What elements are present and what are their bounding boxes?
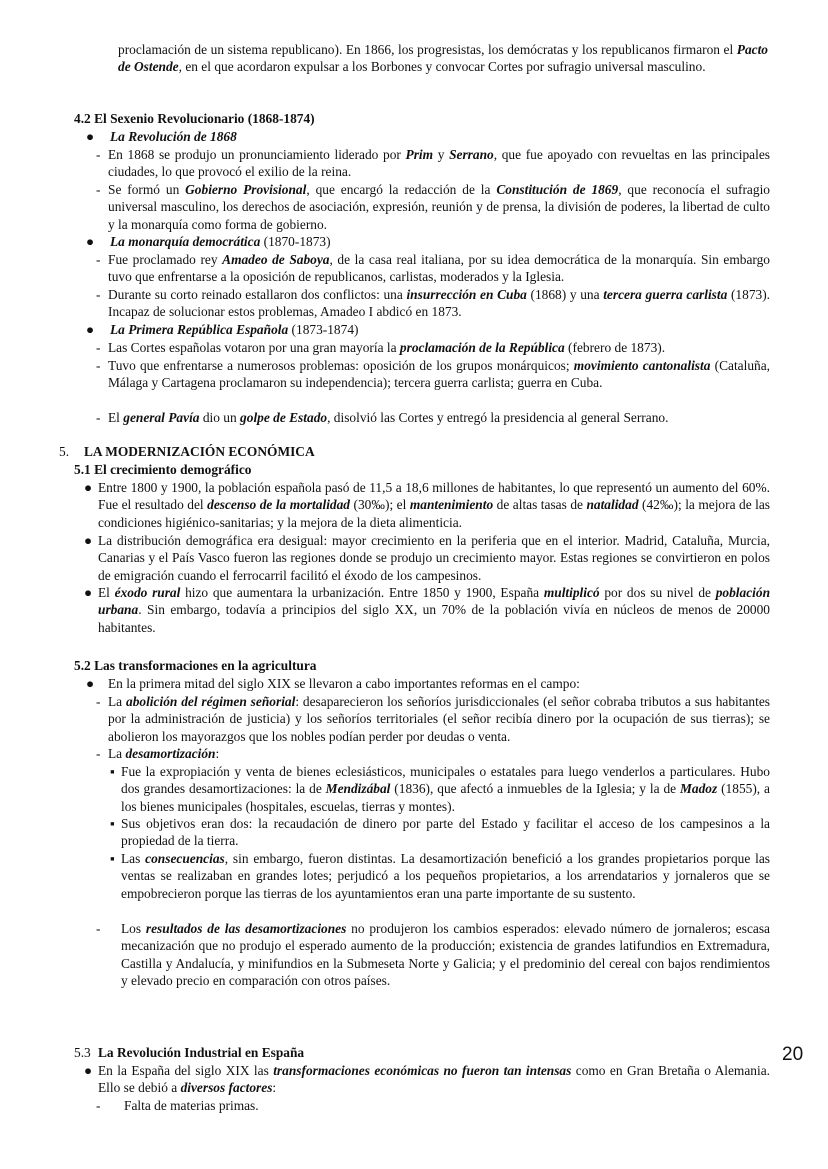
emph-desamortizacion: desamortización	[125, 746, 216, 761]
text-run: En 1868 se produjo un pronunciamiento liderado por	[108, 147, 406, 162]
text-run: (Cataluña, Málaga y Cartagena proclamaron su independencia); tercera guerra carlista; guerra en Cuba.	[108, 358, 771, 391]
dash-marker: -	[96, 410, 101, 425]
text-run: El	[98, 585, 115, 600]
emph-consecuencias: consecuencias	[145, 851, 225, 866]
square-item-expropiacion	[121, 763, 770, 815]
dash-item-materias-primas	[124, 1097, 770, 1114]
emph-madoz: Madoz	[679, 781, 718, 797]
dash-item-problemas	[108, 357, 770, 392]
bullet-primera-republica	[110, 321, 770, 338]
text-run: Fue la expropiación y venta de bienes eclesiásticos, municipales o estatales para luego venderlos a particulares. Hubo dos grandes desamortizaciones: la de	[121, 764, 770, 797]
dash-marker: -	[96, 1098, 101, 1113]
dash-item-prim-serrano	[108, 146, 770, 181]
emph-resultados: resultados de las desamortizaciones	[145, 921, 347, 936]
text-run: : desaparecieron los señoríos jurisdiccionales (el señor cobraba tributos a sus habitantes por la administración de justicia) y los señoríos territoriales (el señor recibía dinero por la ocupación de sus tierras); se abolieron los mayorazgos que los nobles podían perder por deudas o venta.	[108, 694, 770, 744]
dash-item-gobierno-provisional	[108, 181, 770, 233]
square-item-consecuencias	[121, 850, 770, 902]
emph-mendizabal: Mendizábal	[325, 781, 391, 797]
dash-item-proclamacion	[108, 339, 770, 356]
text-run: (1836), que afectó a inmuebles de la Iglesia; y la de	[390, 781, 680, 797]
text-run: Las	[121, 851, 146, 866]
text-run: :	[215, 746, 220, 761]
heading-4-2: 4.2 El Sexenio Revolucionario (1868-1874)	[74, 111, 315, 126]
emph-transformaciones: transformaciones económicas no fueron tan intensas	[273, 1063, 572, 1078]
emph-amadeo: Amadeo de Saboya	[222, 252, 330, 267]
bullet-marker: ●	[86, 676, 95, 691]
emph-mantenimiento: mantenimiento	[409, 497, 494, 513]
text-run: Durante su corto reinado estallaron dos conflictos: una	[108, 287, 407, 302]
text-run: , sin embargo, fueron distintas. La desamortización benefició a los grandes propietarios porque las ventas se realizaban en grandes lotes; perjudicó a los pequeños propietarios, a los arrendatarios y jornaleros que se empobrecieron porque las tierras de los ayuntamientos eran una parte importante de su sustento.	[121, 851, 770, 901]
text-run: (1873). Incapaz de solucionar estos problemas, Amadeo I abdicó en 1873.	[108, 287, 771, 320]
emph-cantonalista: movimiento cantonalista	[573, 358, 711, 373]
intro-bold-pacto: Pacto de Ostende	[118, 42, 768, 75]
emph-serrano: Serrano	[449, 147, 494, 162]
dash-marker: -	[96, 921, 101, 936]
dash-marker: -	[96, 340, 101, 355]
text-run: , de la casa real italiana, por su idea democrática de la monarquía. Sin embargo tuvo que enfrentarse a la oposición de republicanos, carlistas, moderados y la Iglesia.	[108, 252, 771, 285]
bullet-title: La monarquía democrática	[110, 234, 261, 249]
bullet-marker: ●	[84, 533, 93, 548]
dash-marker: -	[96, 287, 101, 302]
square-marker: ▪	[110, 816, 115, 831]
text-run: El	[108, 410, 124, 425]
text-run: hizo que aumentara la urbanización. Entre 1850 y 1900, España	[180, 585, 544, 600]
emph-proclamacion: proclamación de la República	[399, 340, 565, 355]
square-marker: ▪	[110, 851, 115, 866]
emph-multiplico: multiplicó	[543, 585, 600, 600]
square-item-objetivos	[121, 815, 770, 850]
bullet-monarquia-democratica	[110, 233, 770, 250]
dash-marker: -	[96, 746, 101, 761]
text-run: (1855), a los bienes municipales (hospitales, escuelas, tierras y montes).	[121, 781, 770, 814]
bullet-marker: ●	[84, 480, 93, 495]
intro-text-1: proclamación de un sistema republicano). En 1866, los progresistas, los demócratas y los republicanos firmaron el	[118, 42, 737, 57]
emph-poblacion-urbana: población urbana	[98, 585, 771, 618]
text-run: no produjeron los cambios esperados: elevado número de jornaleros; escasa mecanización que no produjo el esperado aumento de la producción; existencia de grandes latifundios en Extremadura, Castilla y Andalucía, y minifundios en la Submeseta Norte y Galicia; y el predominio del cereal con bajos rendimientos y elevado precio en comparación con otros países.	[121, 921, 771, 989]
text-run: , que reconocía el sufragio universal masculino, los derechos de asociación, expresión, reunión y de prensa, la división de poderes, la libertad de culto y la monarquía como forma de gobierno.	[108, 182, 770, 232]
dash-marker: -	[96, 252, 101, 267]
text-run: (42‰); la mejora de las condiciones higiénico-sanitarias; y la mejora de la dieta alimenticia.	[98, 497, 770, 530]
text-run: :	[272, 1080, 277, 1096]
text-run: En la España del siglo XIX las	[98, 1063, 274, 1078]
dash-marker: -	[96, 358, 101, 373]
dash-item-desamortizacion	[108, 745, 770, 762]
bullet-reformas	[108, 675, 770, 692]
text-run: , que fue apoyado con revueltas en las principales ciudades, lo que provocó el exilio de la reina.	[108, 147, 770, 180]
emph-tercera-guerra: tercera guerra carlista	[603, 287, 728, 302]
dash-marker: -	[96, 694, 101, 709]
intro-paragraph	[118, 41, 768, 76]
bullet-marker: ●	[86, 129, 95, 144]
bullet-exodo-rural	[98, 584, 770, 636]
text-run: , que encargó la redacción de la	[306, 182, 497, 197]
emph-gobierno-provisional: Gobierno Provisional	[185, 182, 307, 197]
text-run: (1870-1873)	[260, 234, 331, 249]
text-run: por dos su nivel de	[599, 585, 716, 600]
emph-insurreccion-cuba: insurrección en Cuba	[406, 287, 527, 302]
dash-item-resultados	[121, 920, 770, 990]
heading-5: LA MODERNIZACIÓN ECONÓMICA	[84, 444, 315, 459]
dash-item-pavia	[108, 409, 770, 426]
text-run: Sus objetivos eran dos: la recaudación de dinero por parte del Estado y facilitar el acceso de los campesinos a la propiedad de la tierra.	[121, 816, 770, 849]
emph-abolicion: abolición del régimen señorial	[126, 694, 296, 709]
text-run: Se formó un	[108, 182, 186, 197]
dash-marker: -	[96, 147, 101, 162]
text-run: Falta de materias primas.	[124, 1098, 259, 1113]
square-marker: ▪	[110, 764, 115, 779]
text-run: dio un	[199, 410, 241, 425]
dash-item-conflictos	[108, 286, 770, 321]
text-run: (1868) y una	[526, 287, 604, 302]
bullet-title: La Revolución de 1868	[110, 129, 237, 144]
emph-exodo-rural: éxodo rural	[114, 585, 181, 600]
bullet-marker: ●	[84, 585, 93, 600]
text-run: (1873-1874)	[288, 322, 359, 337]
intro-text-2: , en el que acordaron expulsar a los Borbones y convocar Cortes por sufragio universal masculino.	[178, 59, 706, 75]
text-run: (febrero de 1873).	[564, 340, 666, 355]
dash-item-amadeo	[108, 251, 770, 286]
bullet-espana-siglo-xix	[98, 1062, 770, 1097]
heading-5-3-number: 5.3	[74, 1045, 91, 1060]
emph-constitucion-1869: Constitución de 1869	[496, 182, 619, 197]
text-run: En la primera mitad del siglo XIX se llevaron a cabo importantes reformas en el campo:	[108, 676, 580, 691]
text-run: La	[108, 746, 126, 761]
text-run: Las Cortes españolas votaron por una gran mayoría la	[108, 340, 400, 355]
bullet-marker: ●	[86, 234, 95, 249]
emph-natalidad: natalidad	[586, 497, 639, 513]
emph-golpe-estado: golpe de Estado	[240, 410, 328, 425]
heading-5-1: 5.1 El crecimiento demográfico	[74, 462, 252, 477]
bullet-title: La Primera República Española	[110, 322, 289, 337]
bullet-marker: ●	[86, 322, 95, 337]
text-run: y	[433, 147, 450, 162]
bullet-revolucion-1868	[110, 128, 770, 145]
text-run: Tuvo que enfrentarse a numerosos problemas: oposición de los grupos monárquicos;	[108, 358, 574, 373]
emph-prim: Prim	[405, 147, 434, 162]
text-run: La	[108, 694, 126, 709]
text-run: de altas tasas de	[493, 497, 587, 513]
heading-5-3: La Revolución Industrial en España	[98, 1045, 305, 1060]
heading-5-number: 5.	[59, 444, 70, 459]
dash-item-abolicion	[108, 693, 770, 745]
dash-marker: -	[96, 182, 101, 197]
bullet-marker: ●	[84, 1063, 93, 1078]
bullet-distribucion	[98, 532, 770, 584]
text-run: (30‰); el	[350, 497, 410, 513]
emph-general-pavia: general Pavía	[123, 410, 200, 425]
text-run: Fue proclamado rey	[108, 252, 223, 267]
page-number: 20	[782, 1044, 804, 1065]
text-run: como en Gran Bretaña o Alemania. Ello se debió a	[98, 1063, 770, 1096]
text-run: La distribución demográfica era desigual: mayor crecimiento en la periferia que en el interior. Madrid, Cataluña, Murcia, Canarias y el País Vasco fueron las regiones donde se produjo un crecimiento mayor. Estas regiones se convirtieron en polos de emigración cuando el ferrocarril facilitó el éxodo de los campesinos.	[98, 533, 770, 583]
text-run: , disolvió las Cortes y entregó la presidencia al general Serrano.	[327, 410, 669, 425]
text-run: Entre 1800 y 1900, la población española pasó de 11,5 a 18,6 millones de habitantes, lo que representó un aumento del 60%. Fue el resultado del	[98, 480, 770, 513]
bullet-poblacion	[98, 479, 770, 531]
emph-diversos-factores: diversos factores	[180, 1080, 273, 1096]
text-run: . Sin embargo, todavía a principios del siglo XX, un 70% de la población vivía en núcleos de menos de 20000 habitantes.	[98, 602, 770, 635]
text-run: Los	[121, 921, 146, 936]
emph-descenso-mortalidad: descenso de la mortalidad	[207, 497, 351, 513]
heading-5-2: 5.2 Las transformaciones en la agricultura	[74, 658, 317, 673]
